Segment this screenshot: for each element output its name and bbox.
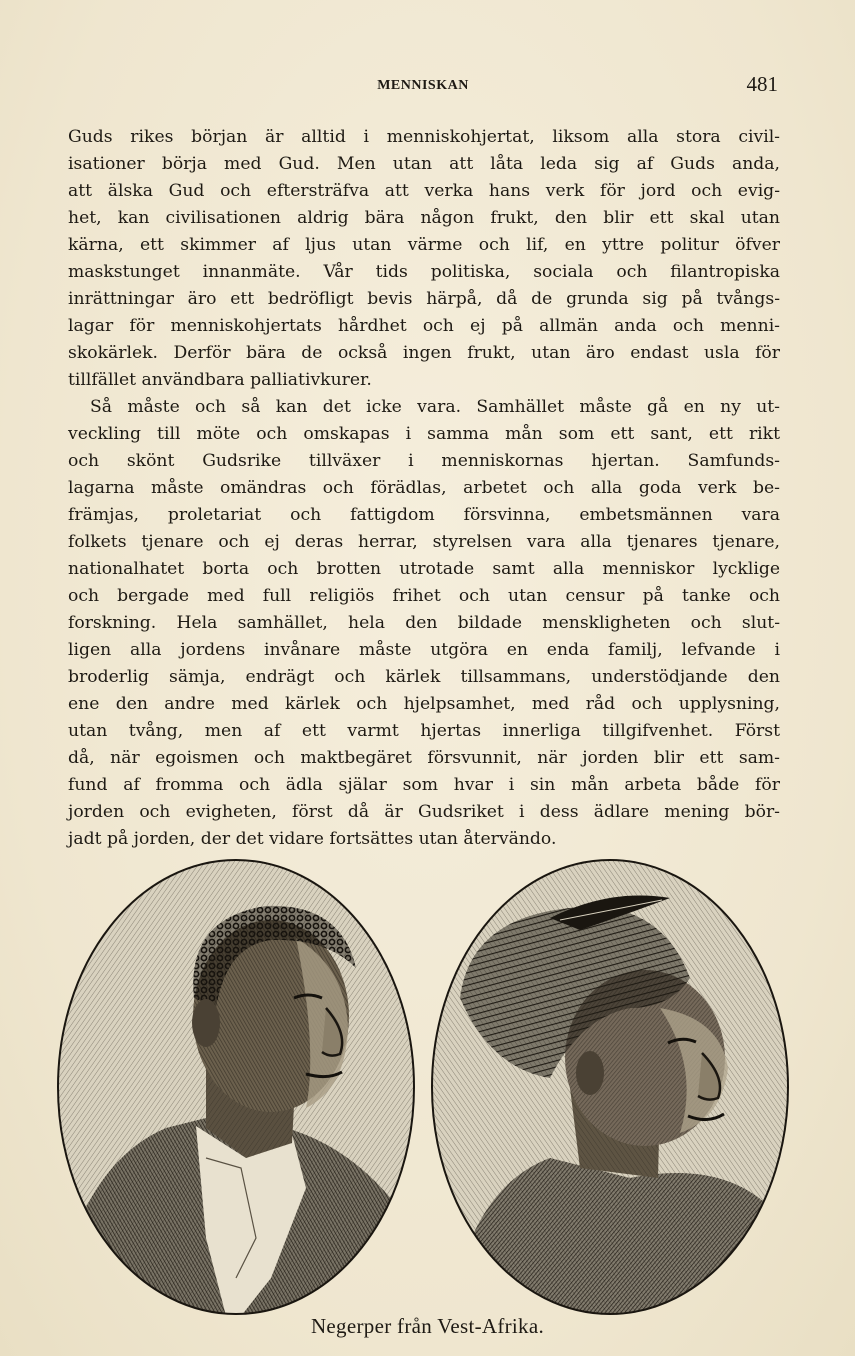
text-line: ligen alla jordens invånare måste utgöra en enda familj, lefvande i bbox=[68, 640, 780, 660]
page-number: 481 bbox=[746, 72, 778, 96]
text-line: kärna, ett skimmer af ljus utan värme och lif, en yttre politur öfver bbox=[68, 235, 780, 255]
figure-caption: Negerper från Vest-Afrika. bbox=[310, 1314, 545, 1338]
text-line: forskning. Hela samhället, hela den bildade menskligheten och slut- bbox=[68, 613, 780, 633]
text-line: då, när egoismen och maktbegäret försvunnit, när jorden blir ett sam- bbox=[68, 748, 780, 768]
text-line: och bergade med full religiös frihet och utan censur på tanke och bbox=[68, 586, 780, 606]
portrait-woman-engraving bbox=[430, 858, 790, 1316]
text-line: folkets tjenare och ej deras herrar, styrelsen vara alla tjenares tjenare, bbox=[68, 532, 780, 552]
text-line: fund af fromma och ädla själar som hvar i sin mån arbeta både för bbox=[68, 775, 780, 795]
text-line: ene den andre med kärlek och hjelpsamhet, med råd och upplysning, bbox=[68, 694, 780, 714]
text-line: tillfället användbara palliativkurer. bbox=[68, 370, 372, 390]
running-title: MENNISKAN bbox=[377, 78, 469, 93]
text-line: broderlig sämja, endrägt och kärlek tillsammans, understödjande den bbox=[68, 667, 780, 687]
body-text bbox=[68, 124, 780, 853]
text-line: jorden och evigheten, först då är Gudsriket i dess ädlare mening bör- bbox=[68, 802, 780, 822]
text-line: Guds rikes början är alltid i menniskohjertat, liksom alla stora civil- bbox=[68, 127, 780, 147]
text-line: isationer börja med Gud. Men utan att låta leda sig af Guds anda, bbox=[68, 154, 780, 174]
text-line: lagar för menniskohjertats hårdhet och ej på allmän anda och menni- bbox=[68, 316, 780, 336]
text-line: och skönt Gudsrike tillväxer i menniskornas hjertan. Samfunds- bbox=[68, 451, 780, 471]
running-head bbox=[68, 72, 778, 102]
text-line: utan tvång, men af ett varmt hjertas innerliga tillgifvenhet. Först bbox=[68, 721, 780, 741]
text-line: jadt på jorden, der det vidare fortsättes utan återvändo. bbox=[68, 829, 557, 849]
text-line: att älska Gud och eftersträfva att verka hans verk för jord och evig- bbox=[68, 181, 780, 201]
text-line: skokärlek. Derför bära de också ingen frukt, utan äro endast usla för bbox=[68, 343, 780, 363]
text-line: lagarna måste omändras och förädlas, arbetet och alla goda verk be- bbox=[68, 478, 780, 498]
text-line: maskstunget innanmäte. Vår tids politiska, sociala och filantropiska bbox=[68, 262, 780, 282]
text-line: främjas, proletariat och fattigdom försvinna, embetsmännen vara bbox=[68, 505, 780, 525]
portrait-man-engraving bbox=[56, 858, 416, 1316]
portrait-illustrations bbox=[56, 858, 792, 1316]
text-line: nationalhatet borta och brotten utrotade samt alla menniskor lycklige bbox=[68, 559, 780, 579]
text-line: het, kan civilisationen aldrig bära någon frukt, den blir ett skal utan bbox=[68, 208, 780, 228]
text-line: Så måste och så kan det icke vara. Samhället måste gå en ny ut- bbox=[90, 397, 780, 417]
text-line: inrättningar äro ett bedröfligt bevis härpå, då de grunda sig på tvångs- bbox=[68, 289, 780, 309]
text-line: veckling till möte och omskapas i samma mån som ett sant, ett rikt bbox=[68, 424, 780, 444]
